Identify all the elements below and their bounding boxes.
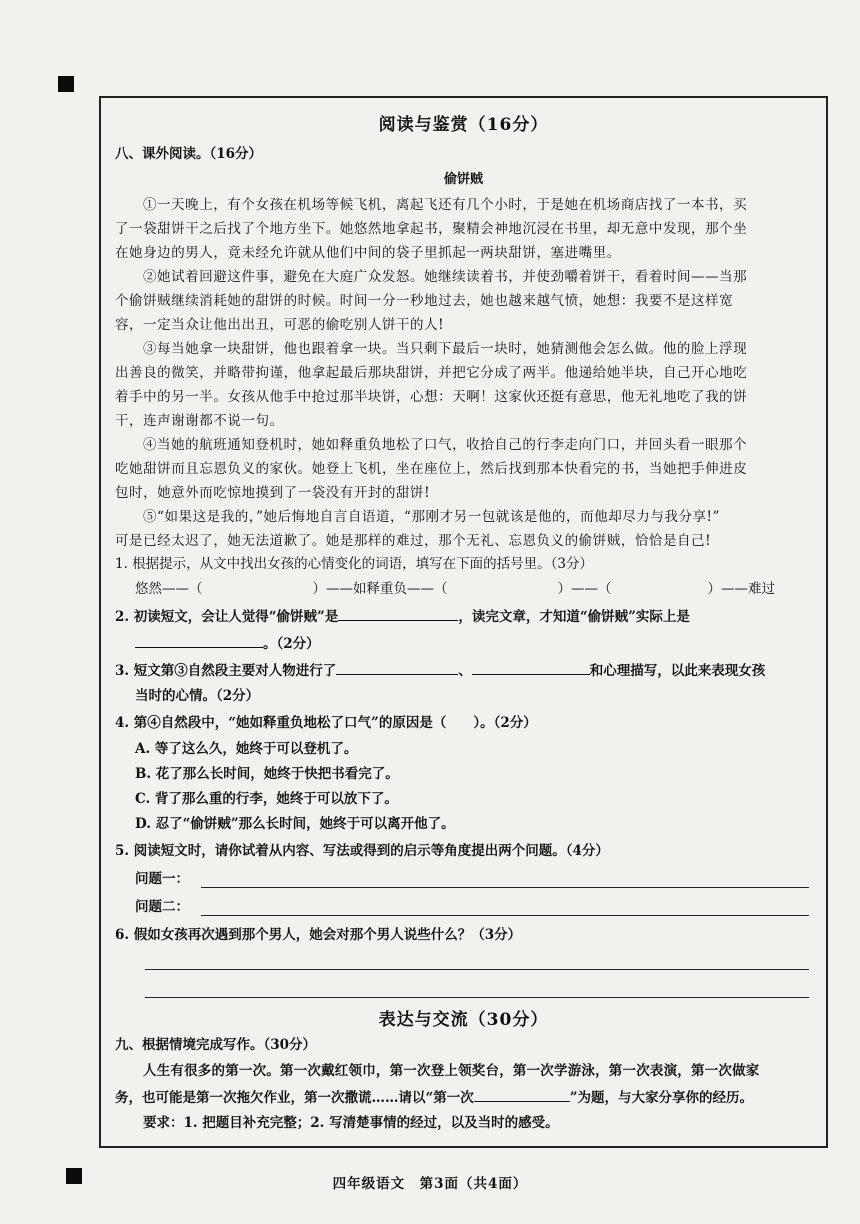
q4-option-d[interactable]: D. 忍了“偷饼贼”那么长时间，她终于可以离开他了。 <box>135 816 455 832</box>
story-line: 个偷饼贼继续消耗她的甜饼的时候。时间一分一秒地过去，她也越来越气愤，她想：我要不是这样宽 <box>115 293 734 309</box>
q4-option-a[interactable]: A. 等了这么久，她终于可以登机了。 <box>135 741 358 757</box>
q3-prompt-a: 3. 短文第③自然段主要对人物进行了 <box>115 663 337 679</box>
registration-mark-top <box>58 76 74 92</box>
q6-answer-line-2[interactable] <box>145 997 809 998</box>
q1-fill-row <box>135 579 775 599</box>
q1-start-text: 悠然——（ <box>135 581 203 597</box>
page-footer: 四年级语文 第3面（共4面） <box>332 1176 528 1192</box>
q3-answer-blank-2[interactable] <box>472 660 590 675</box>
q2-answer-blank-1[interactable] <box>338 606 458 621</box>
q4-prompt: 4. 第④自然段中，“她如释重负地松了口气”的原因是（ ）。（2分） <box>115 715 537 731</box>
q1-mid2-text: ）——（ <box>557 581 612 597</box>
q3-prompt-b: 和心理描写，以此来表现女孩 <box>589 663 766 679</box>
q9-line-1: 人生有很多的第一次。第一次戴红领巾，第一次登上领奖台，第一次学游泳，第一次表演，第一次做家 <box>143 1063 760 1079</box>
story-line: ④当她的航班通知登机时，她如释重负地松了口气，收拾自己的行李走向门口，并回头看一眼那个 <box>143 437 748 453</box>
q8-title: 八、课外阅读。（16分） <box>115 146 263 162</box>
q9-line-2b: ”为题，与大家分享你的经历。 <box>569 1090 754 1106</box>
story-title: 偷饼贼 <box>443 172 483 187</box>
q5-prompt: 5. 阅读短文时，请你试着从内容、写法或得到的启示等角度提出两个问题。（4分） <box>115 843 609 859</box>
q4-option-c[interactable]: C. 背了那么重的行李，她终于可以放下了。 <box>135 791 398 807</box>
story-line: 着手中的另一半。女孩从他手中抢过那半块饼，心想：天啊！这家伙还挺有意思，他无礼地吃了我的饼 <box>115 389 748 405</box>
q4-option-b[interactable]: B. 花了那么长时间，她终于快把书看完了。 <box>135 766 399 782</box>
story-line: 了一袋甜饼干之后找了个地方坐下。她悠然地拿起书，聚精会神地沉浸在书里，却无意中发现，那个坐 <box>115 221 748 237</box>
q1-end-text: ）——难过 <box>707 581 775 597</box>
q9-line-2 <box>115 1087 753 1108</box>
q9-title: 九、根据情境完成写作。（30分） <box>115 1037 317 1053</box>
q2-answer-blank-2[interactable] <box>135 633 263 648</box>
q2-row-2 <box>135 633 320 654</box>
story-line: ③每当她拿一块甜饼，他也跟着拿一块。当只剩下最后一块时，她猜测他会怎么做。他的脸上浮现 <box>143 341 748 357</box>
exam-frame <box>99 96 828 1148</box>
q5-label-1: 问题一： <box>135 871 189 887</box>
story-line: 在她身边的男人，竟未经允许就从他们中间的袋子里抓起一两块甜饼，塞进嘴里。 <box>115 245 621 261</box>
q2-prompt-a: 2. 初读短文，会让人觉得“偷饼贼”是 <box>115 609 339 625</box>
q6-answer-line-1[interactable] <box>145 969 809 970</box>
story-line: 吃她甜饼而且忘恩负义的家伙。她登上飞机，坐在座位上，然后找到那本快看完的书，当她把手伸进皮 <box>115 461 748 477</box>
q5-label-2: 问题二： <box>135 899 189 915</box>
story-line: 可是已经太迟了，她无法道歉了。她是那样的难过，那个无礼、忘恩负义的偷饼贼，恰恰是自己! <box>115 533 712 549</box>
story-line: ①一天晚上，有个女孩在机场等候飞机，离起飞还有几个小时，于是她在机场商店找了一本书，买 <box>143 197 748 213</box>
q3-separator: 、 <box>458 663 472 679</box>
q9-requirements: 要求：1. 把题目补充完整；2. 写清楚事情的经过，以及当时的感受。 <box>143 1115 559 1131</box>
q5-answer-line-1[interactable] <box>201 887 809 888</box>
q1-prompt: 1. 根据提示，从文中找出女孩的心情变化的词语，填写在下面的括号里。（3分） <box>115 556 594 572</box>
expression-section-heading: 表达与交流（30分） <box>378 1010 549 1030</box>
q2-prompt-b: ，读完文章，才知道“偷饼贼”实际上是 <box>458 609 690 625</box>
q9-line-2a: 务，也可能是第一次拖欠作业，第一次撒谎……请以“第一次 <box>115 1090 474 1106</box>
story-line: 出善良的微笑，并略带拘谨，他拿起最后那块甜饼，并把它分成了两半。他递给她半块，自己开心地吃 <box>115 365 748 381</box>
story-line: ②她试着回避这件事，避免在大庭广众发怒。她继续读着书，并使劲嚼着饼干，看着时间——当那 <box>143 269 748 285</box>
q2-prompt-c: 。（2分） <box>263 636 320 652</box>
q6-prompt: 6. 假如女孩再次遇到那个男人，她会对那个男人说些什么？（3分） <box>115 927 522 943</box>
q5-answer-line-2[interactable] <box>201 915 809 916</box>
story-line: 容，一定当众让他出出丑，可恶的偷吃别人饼干的人! <box>115 317 445 333</box>
story-line: 干，连声谢谢都不说一句。 <box>115 413 284 429</box>
q9-title-blank[interactable] <box>474 1087 570 1102</box>
story-line: ⑤“如果这是我的，”她后悔地自言自语道，“那刚才另一包就该是他的，而他却尽力与我分享!” <box>143 509 720 525</box>
q1-mid-text: ）——如释重负——（ <box>312 581 448 597</box>
q3-row <box>115 660 765 681</box>
reading-section-heading: 阅读与鉴赏（16分） <box>378 115 549 135</box>
q3-prompt-c: 当时的心情。（2分） <box>135 688 260 704</box>
q2-row <box>115 606 690 627</box>
story-line: 包时，她意外而吃惊地摸到了一袋没有开封的甜饼! <box>115 485 431 501</box>
q3-answer-blank-1[interactable] <box>336 660 458 675</box>
